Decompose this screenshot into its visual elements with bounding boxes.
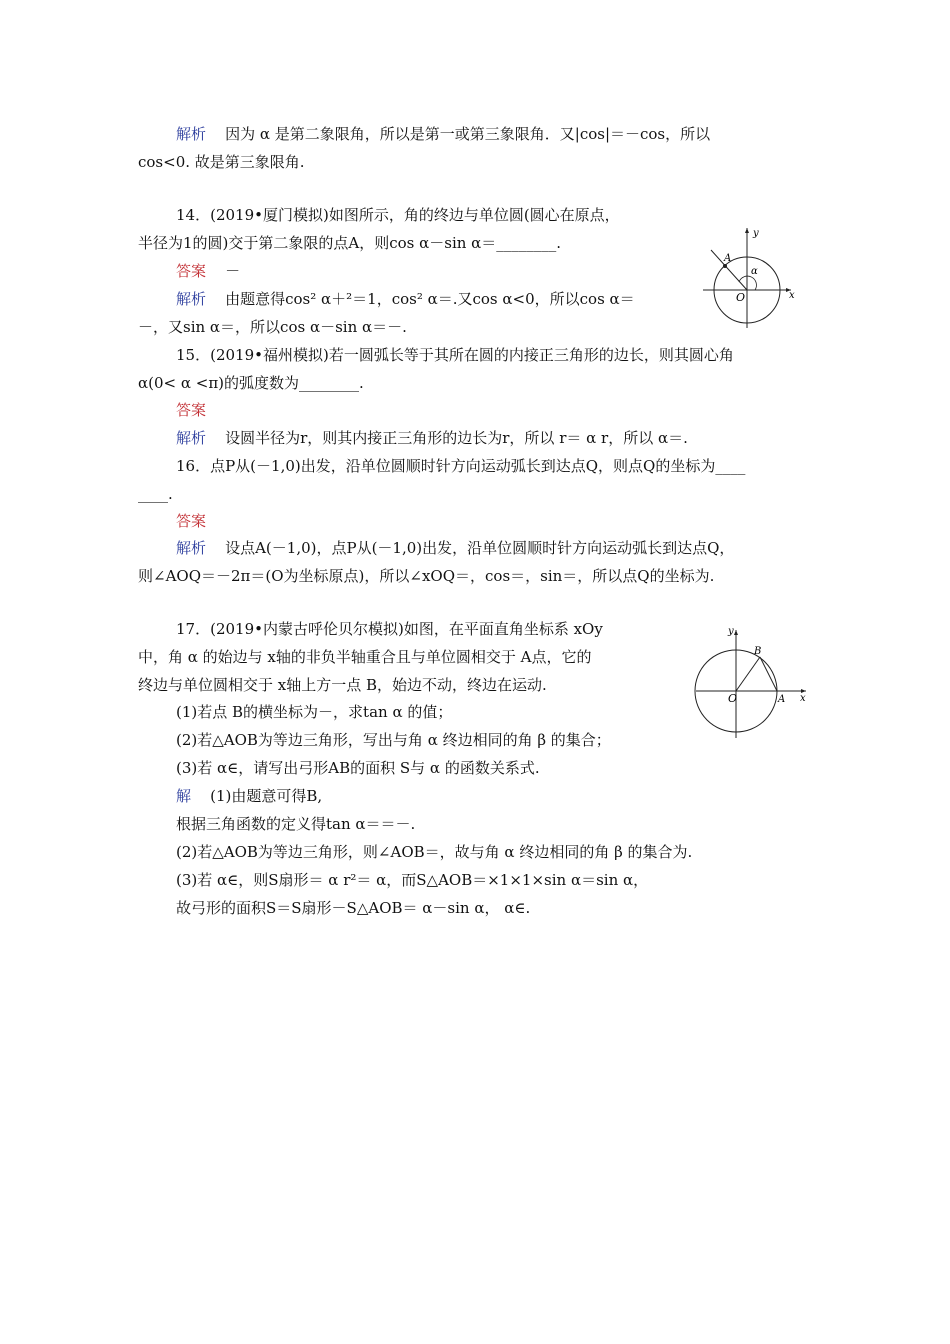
answer-label: 答案 bbox=[176, 262, 207, 280]
answer-label: 答案 bbox=[176, 512, 207, 530]
chord-ab bbox=[760, 657, 777, 691]
alpha-label: α bbox=[751, 266, 758, 277]
q14-answer: － bbox=[225, 262, 241, 280]
solution-line bbox=[176, 786, 322, 806]
q13-analysis-text: 因为 α 是第二象限角，所以是第一或第三象限角．又|cos|＝－cos，所以 bbox=[225, 125, 711, 143]
q16-stem-2: ____. bbox=[138, 485, 173, 503]
solution-label: 解 bbox=[176, 787, 192, 805]
q17-stem-2: 中，角 α 的始边与 x轴的非负半轴重合且与单位圆相交于 A点，它的 bbox=[138, 648, 592, 666]
q17-solution-3: (2)若△AOB为等边三角形，则∠AOB＝，故与角 α 终边相同的角 β 的集合为. bbox=[176, 843, 693, 861]
q17-solution-1: (1)由题意可得B, bbox=[210, 787, 323, 805]
analysis-line bbox=[176, 289, 635, 309]
analysis-label: 解析 bbox=[176, 290, 207, 308]
unit-circle-figure-q14 bbox=[695, 220, 805, 332]
q15-analysis-text: 设圆半径为r，则其内接正三角形的边长为r，所以 r＝ α r，所以 α＝. bbox=[225, 429, 688, 447]
q13-analysis-cont: cos<0. 故是第三象限角. bbox=[138, 153, 305, 171]
analysis-label: 解析 bbox=[176, 125, 207, 143]
y-axis-arrow bbox=[734, 630, 738, 635]
terminal-side-ob bbox=[736, 657, 760, 691]
a-label: A bbox=[778, 694, 786, 705]
analysis-line bbox=[176, 428, 688, 448]
q14-analysis-cont: －，又sin α＝，所以cos α－sin α＝－. bbox=[138, 318, 407, 336]
analysis-line bbox=[176, 124, 710, 144]
y-axis-arrow bbox=[745, 228, 749, 233]
analysis-label: 解析 bbox=[176, 539, 207, 557]
q17-part-1: (1)若点 B的横坐标为－，求tan α 的值； bbox=[176, 703, 453, 721]
q17-solution-2: 根据三角函数的定义得tan α＝＝－. bbox=[176, 815, 416, 833]
q17-stem-1: 17．(2019•内蒙古呼伦贝尔模拟)如图，在平面直角坐标系 xOy bbox=[176, 620, 603, 638]
q15-stem-2: α(0< α <π)的弧度数为________. bbox=[138, 374, 364, 392]
q17-solution-5: 故弓形的面积S＝S扇形－S△AOB＝ α－sin α， α∈. bbox=[176, 899, 531, 917]
b-label: B bbox=[754, 646, 762, 657]
q17-stem-3: 终边与单位圆相交于 x轴上方一点 B，始边不动，终边在运动. bbox=[138, 676, 547, 694]
answer-line bbox=[176, 511, 206, 531]
q16-analysis-text: 设点A(－1,0)，点P从(－1,0)出发，沿单位圆顺时针方向运动弧长到达点Q， bbox=[225, 539, 735, 557]
analysis-label: 解析 bbox=[176, 429, 207, 447]
point-a bbox=[723, 264, 727, 268]
y-label: y bbox=[753, 228, 759, 239]
q16-analysis-cont: 则∠AOQ＝－2π＝(O为坐标原点)，所以∠xOQ＝，cos＝，sin＝，所以点Q的坐标为. bbox=[138, 567, 715, 585]
q14-analysis-text: 由题意得cos² α＋²＝1，cos² α＝.又cos α<0，所以cos α＝ bbox=[225, 290, 635, 308]
q17-part-2: (2)若△AOB为等边三角形，写出与角 α 终边相同的角 β 的集合； bbox=[176, 731, 611, 749]
q17-solution-4: (3)若 α∈，则S扇形＝ α r²＝ α，而S△AOB＝×1×1×sin α＝sin α， bbox=[176, 871, 649, 889]
y-label: y bbox=[728, 626, 734, 637]
q14-stem-2: 半径为1的圆)交于第二象限的点A，则cos α－sin α＝________. bbox=[138, 234, 562, 252]
x-label: x bbox=[789, 290, 795, 301]
angle-arc bbox=[739, 276, 756, 290]
a-label: A bbox=[724, 253, 732, 264]
origin-label: O bbox=[728, 692, 738, 705]
x-label: x bbox=[800, 693, 806, 704]
answer-label: 答案 bbox=[176, 401, 207, 419]
answer-line bbox=[176, 400, 206, 420]
q16-stem-1: 16．点P从(－1,0)出发，沿单位圆顺时针方向运动弧长到达点Q，则点Q的坐标为____ bbox=[176, 457, 746, 475]
q14-stem-1: 14．(2019•厦门模拟)如图所示，角的终边与单位圆(圆心在原点， bbox=[176, 206, 620, 224]
origin-label: O bbox=[736, 291, 746, 304]
unit-circle-figure-q17 bbox=[690, 620, 810, 742]
q17-part-3: (3)若 α∈，请写出弓形AB的面积 S与 α 的函数关系式. bbox=[176, 759, 540, 777]
answer-line bbox=[176, 261, 240, 281]
analysis-line bbox=[176, 538, 734, 558]
q15-stem-1: 15．(2019•福州模拟)若一圆弧长等于其所在圆的内接正三角形的边长，则其圆心角 bbox=[176, 346, 734, 364]
